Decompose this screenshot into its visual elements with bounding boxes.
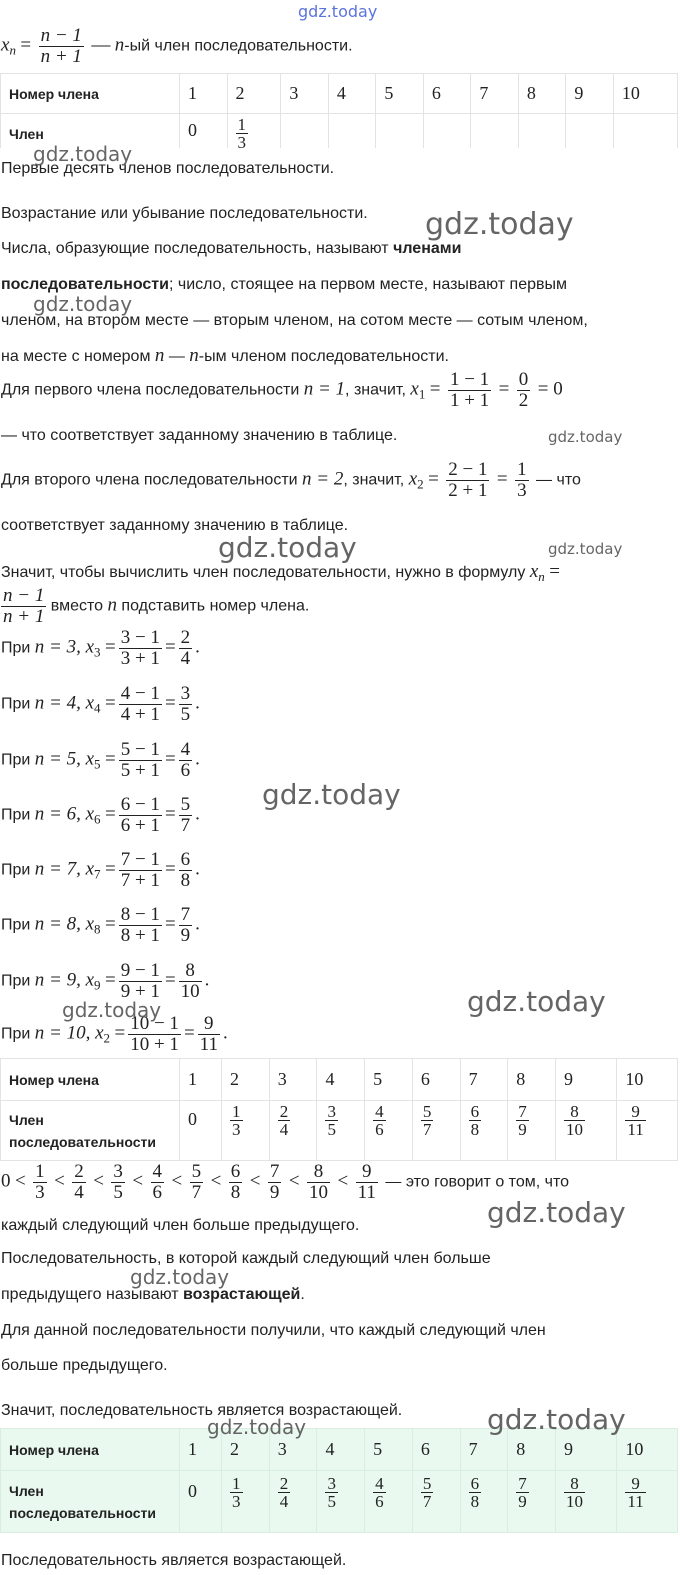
paragraph: на месте с номером n — n-ым членом последовательности.	[1, 345, 449, 366]
table-cell: 9	[555, 1059, 616, 1101]
paragraph: последовательности; число, стоящее на первом месте, называют первым	[1, 276, 568, 293]
table-cell: 4	[317, 1429, 365, 1471]
watermark: gdz.today	[33, 292, 133, 316]
table-cell: $\frac{9}{11}$	[617, 1471, 678, 1533]
table-cell: $\frac{4}{6}$	[365, 1471, 413, 1533]
table-cell: 3	[269, 1429, 317, 1471]
substitution-step: При n = 10, $x_2$ = $\frac{10 - 1}{10 + 1}$ = $\frac{9}{11}$ .	[1, 1013, 228, 1055]
table-cell: 9	[555, 1429, 616, 1471]
paragraph: Последовательность является возрастающей.	[1, 1552, 347, 1569]
paragraph: Возрастание или убывание последовательности.	[1, 205, 368, 222]
table-cell: 4	[317, 1059, 365, 1101]
substitution-step: При n = 7, $x_7$ = $\frac{7 - 1}{7 + 1}$ = $\frac{6}{8}$ .	[1, 849, 200, 891]
table-cell: 9	[566, 74, 614, 114]
first-member-calc: Для первого члена последовательности n = 1, значит, $x_1$ = $\frac{1 - 1}{1 + 1}$ = $\frac{0}{2}$ = 0	[1, 369, 563, 411]
members-table-partial	[0, 73, 678, 148]
table-cell: 6	[423, 74, 471, 114]
members-table	[0, 1058, 678, 1161]
table-cell: 7	[460, 1059, 508, 1101]
table-cell: 2	[222, 1429, 270, 1471]
table-cell: 6	[412, 1429, 460, 1471]
table-cell: $\frac{3}{5}$	[317, 1101, 365, 1161]
table-cell: 10	[617, 1059, 678, 1101]
table-cell: $\frac{5}{7}$	[412, 1101, 460, 1161]
paragraph: членом, на втором месте — вторым членом, на сотом месте — сотым членом,	[1, 312, 588, 329]
substitution-step: При n = 5, $x_5$ = $\frac{5 - 1}{5 + 1}$ = $\frac{4}{6}$ .	[1, 739, 200, 781]
table-cell: 4	[328, 74, 376, 114]
summary-table	[0, 1428, 678, 1533]
paragraph: $\frac{n - 1}{n + 1}$ вместо n подставить номер члена.	[3, 585, 310, 627]
watermark: gdz.today	[130, 1265, 230, 1289]
watermark: gdz.today	[425, 207, 574, 242]
table-cell: 10	[613, 74, 677, 114]
table-cell: $\frac{8}{10}$	[555, 1101, 616, 1161]
table-cell: 8	[508, 1429, 556, 1471]
table-header-label: Номер члена	[1, 1429, 180, 1471]
table-row-label: Член последовательности	[1, 1471, 180, 1533]
paragraph: Последовательность, в которой каждый следующий член больше	[1, 1250, 491, 1267]
table-cell: $\frac{7}{9}$	[508, 1101, 556, 1161]
substitution-step: При n = 9, $x_9$ = $\frac{9 - 1}{9 + 1}$ = $\frac{8}{10}$ .	[1, 960, 210, 1002]
table-cell: $\frac{5}{7}$	[412, 1471, 460, 1533]
table-cell: 0	[180, 1471, 222, 1533]
table-cell: 7	[471, 74, 519, 114]
paragraph: Числа, образующие последовательность, называют членами	[1, 240, 462, 257]
paragraph: предыдущего называют возрастающей.	[1, 1286, 305, 1303]
watermark: gdz.today	[548, 428, 623, 446]
substitution-step: При n = 8, $x_8$ = $\frac{8 - 1}{8 + 1}$ = $\frac{7}{9}$ .	[1, 904, 200, 946]
table-header-label: Номер члена	[1, 74, 180, 114]
substitution-step: При n = 4, $x_4$ = $\frac{4 - 1}{4 + 1}$ = $\frac{3}{5}$ .	[1, 683, 200, 725]
table-cell: $\frac{1}{3}$	[222, 1101, 270, 1161]
table-cell: $\frac{2}{4}$	[269, 1471, 317, 1533]
watermark: gdz.today	[298, 2, 378, 21]
table-cell: 8	[508, 1059, 556, 1101]
table-cell: $\frac{3}{5}$	[317, 1471, 365, 1533]
table-cell: 3	[269, 1059, 317, 1101]
paragraph: Первые десять членов последовательности.	[1, 160, 335, 177]
watermark: gdz.today	[487, 1196, 626, 1229]
table-cell: 0	[180, 114, 228, 149]
table-cell: $\frac{6}{8}$	[460, 1101, 508, 1161]
paragraph: больше предыдущего.	[1, 1357, 168, 1374]
inequality-chain: 0 < $\frac{1}{3}$ < $\frac{2}{4}$ < $\frac{3}{5}$ < $\frac{4}{6}$ < $\frac{5}{7}$ < $\frac{6}{8}$ < $\frac{7}{9}$ < $\frac{8}{10}$ < $\frac{9}{11}$ — это говорит о том, что	[1, 1161, 569, 1203]
substitution-step: При n = 6, $x_6$ = $\frac{6 - 1}{6 + 1}$ = $\frac{5}{7}$ .	[1, 794, 200, 836]
paragraph: — что соответствует заданному значению в таблице.	[1, 427, 398, 444]
paragraph: каждый следующий член больше предыдущего.	[1, 1217, 360, 1234]
table-header-label: Номер члена	[1, 1059, 180, 1101]
table-row-label: Член	[1, 114, 180, 149]
paragraph: Значит, чтобы вычислить член последовательности, нужно в формулу $x_n$ =	[1, 561, 560, 584]
table-cell: $\frac{8}{10}$	[555, 1471, 616, 1533]
watermark: gdz.today	[218, 531, 357, 564]
table-cell: $\frac{4}{6}$	[365, 1101, 413, 1161]
watermark: gdz.today	[33, 142, 133, 166]
table-cell: 3	[281, 74, 329, 114]
paragraph: Для данной последовательности получили, что каждый следующий член	[1, 1322, 546, 1339]
table-cell: 6	[412, 1059, 460, 1101]
table-row-label: Член последовательности	[1, 1101, 180, 1161]
watermark: gdz.today	[487, 1403, 626, 1436]
table-cell: 0	[180, 1101, 222, 1161]
table-cell: $\frac{2}{4}$	[269, 1101, 317, 1161]
table-cell: 2	[227, 74, 281, 114]
table-cell: $\frac{1}{3}$	[227, 114, 281, 149]
watermark: gdz.today	[548, 540, 623, 558]
table-cell: $\frac{1}{3}$	[222, 1471, 270, 1533]
table-cell: 1	[180, 1059, 222, 1101]
table-cell: 2	[222, 1059, 270, 1101]
table-cell: $\frac{9}{11}$	[617, 1101, 678, 1161]
table-cell: 1	[180, 74, 228, 114]
table-cell: 5	[376, 74, 424, 114]
watermark: gdz.today	[207, 1415, 307, 1439]
table-cell: 5	[365, 1429, 413, 1471]
second-member-calc: Для второго члена последовательности n = 2, значит, $x_2$ = $\frac{2 - 1}{2 + 1}$ = $\frac{1}{3}$ — что	[1, 459, 581, 501]
table-clip	[0, 73, 680, 148]
table-cell: $\frac{7}{9}$	[508, 1471, 556, 1533]
table-cell: 10	[617, 1429, 678, 1471]
watermark: gdz.today	[262, 778, 401, 811]
watermark: gdz.today	[467, 985, 606, 1018]
paragraph: соответствует заданному значению в таблице.	[1, 517, 349, 534]
table-cell: 1	[180, 1429, 222, 1471]
watermark: gdz.today	[62, 998, 162, 1022]
table-cell: 7	[460, 1429, 508, 1471]
sequence-formula: $x_n$ = $\frac{n - 1}{n + 1}$ — n-ый член последовательности.	[1, 25, 353, 67]
table-cell: 8	[518, 74, 566, 114]
table-cell: $\frac{6}{8}$	[460, 1471, 508, 1533]
substitution-step: При n = 3, $x_3$ = $\frac{3 - 1}{3 + 1}$ = $\frac{2}{4}$ .	[1, 627, 200, 669]
table-cell: 5	[365, 1059, 413, 1101]
paragraph: Значит, последовательность является возрастающей.	[1, 1402, 403, 1419]
